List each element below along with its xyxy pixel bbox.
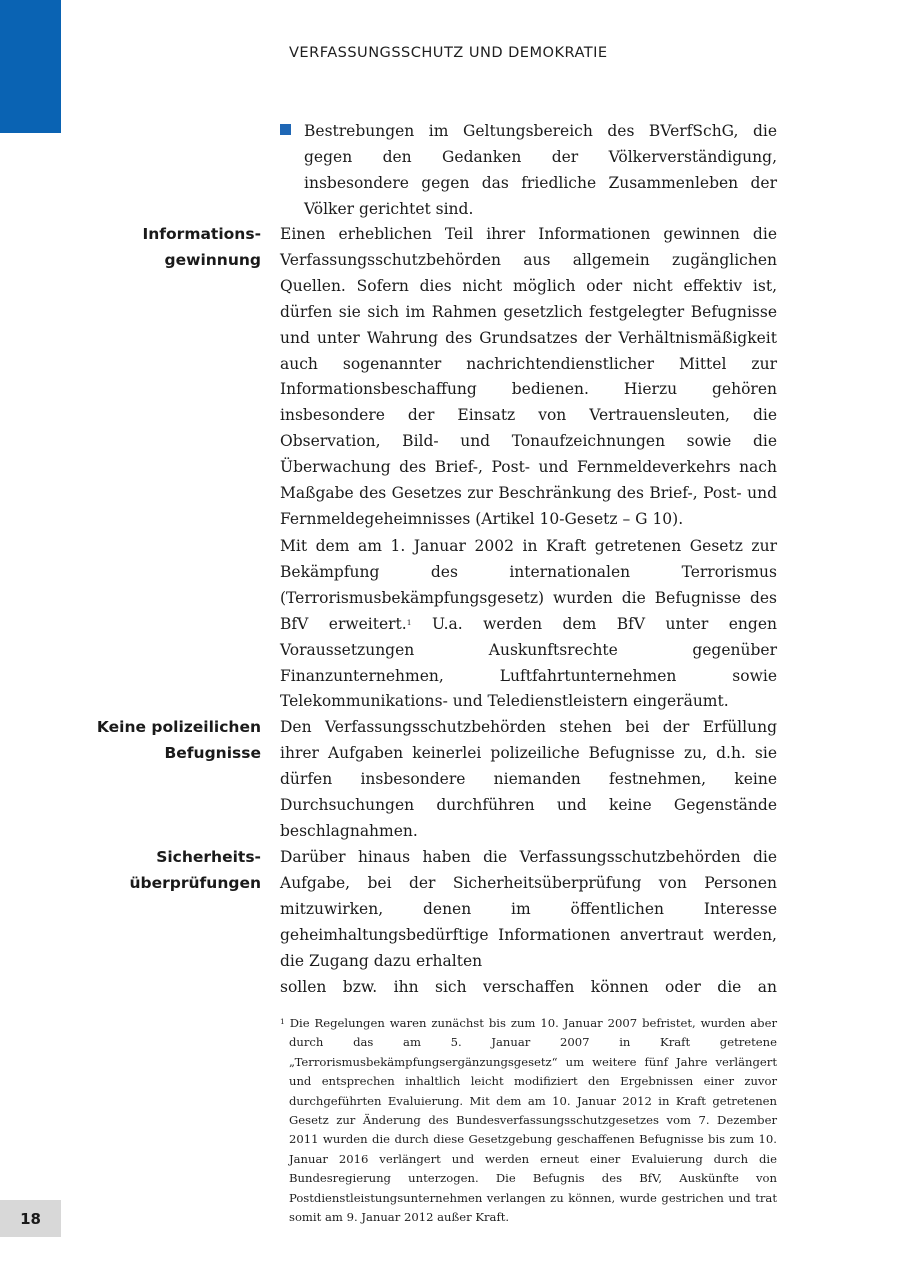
footnote-text: Die Regelungen waren zunächst bis zum 10. Januar 2007 befristet, wurden aber durch das am 5. Januar 2007 in Kraft getretene „Terrorismusbekämpfungsergänzungsgesetz“ um weitere fünf Jahre verlängert und entsprechen inhaltlich leicht modifiziert den Ergebnissen einer zuvor durchgeführten Evaluierung. Mit dem am 10. Januar 2012 in Kraft getretenen Gesetz zur Änderung des Bundesverfassungsschutzgesetzes vom 7. Dezember 2011 wurden die durch diese Gesetzgebung geschaffenen Befugnisse bis zum 10. Januar 2016 verlängert und werden erneut einer Evaluierung durch die Bundesregierung unterzogen. Die Befugnis des BfV, Auskünfte von Postdienstleistungsunternehmen verlangen zu können, wurde gestrichen und trat somit am 9. Januar 2012 außer Kraft. (289, 1016, 778, 1225)
margin-label-sicherheitsueberpruefungen (129, 845, 261, 897)
paragraph-text: Mit dem am 1. Januar 2002 in Kraft getretenen Gesetz zur Bekämpfung des internationalen Terrorismus (Terrorismusbekämpfungsgesetz) wurden die Befugnisse des BfV erweitert. (280, 537, 777, 633)
margin-label-line: gewinnung (164, 250, 261, 269)
footnote (280, 1014, 777, 1227)
paragraph-text: Darüber hinaus haben die Verfassungsschutzbehörden die Aufgabe, bei der Sicherheitsüberprüfung von Personen mitzuwirken, denen im öffentlichen Interesse geheimhaltungsbedürftige Informationen anvertraut werden, die Zugang dazu erhalten (280, 848, 777, 970)
footnote-marker: 1 (280, 1017, 285, 1026)
footnote-reference[interactable]: 1 (406, 617, 412, 627)
margin-label-line: Befugnisse (164, 743, 261, 762)
margin-label-line: Sicherheits- (156, 848, 261, 866)
margin-label-line: überprüfungen (129, 873, 261, 892)
bullet-item-text: Bestrebungen im Geltungsbereich des BVerfSchG, die gegen den Gedanken der Völkerverständigung, insbesondere gegen das friedliche Zusammenleben der Völker gerichtet sind. (304, 122, 777, 218)
margin-label-line: Keine polizeilichen (96, 718, 261, 736)
page-number-text: 18 (20, 1209, 41, 1228)
margin-label-informationsgewinnung (142, 222, 261, 274)
margin-label-keine-polizeilichen-befugnisse (97, 715, 261, 767)
paragraph-last-line: sollen bzw. ihn sich verschaffen können oder die an (280, 977, 777, 996)
paragraph-keine-polizeilichen-befugnisse: Den Verfassungsschutzbehörden stehen bei der Erfüllung ihrer Aufgaben keinerlei polizeiliche Befugnisse zu, d.h. sie dürfen insbesondere niemanden festnehmen, keine Durchsuchungen durchführen und keine Gegenstände beschlagnahmen. (280, 718, 777, 840)
paragraph-informationsgewinnung: Einen erheblichen Teil ihrer Informationen gewinnen die Verfassungsschutzbehörden aus allgemein zugänglichen Quellen. Sofern dies nicht möglich oder nicht effektiv ist, dürfen sie sich im Rahmen gesetzlich festgelegter Befugnisse und unter Wahrung des Grundsatzes der Verhältnismäßigkeit auch sogenannter nachrichtendienstlicher Mittel zur Informationsbeschaffung bedienen. Hierzu gehören insbesondere der Einsatz von Vertrauensleuten, die Observation, Bild- und Tonaufzeichnungen sowie die Überwachung des Brief-, Post- und Fernmeldeverkehrs nach Maßgabe des Gesetzes zur Beschränkung des Brief-, Post- und Fernmeldegeheimnisses (Artikel 10-Gesetz – G 10). (280, 225, 777, 528)
square-bullet-icon (280, 124, 291, 135)
paragraph-sicherheitsueberpruefungen (280, 845, 777, 1000)
running-head: VERFASSUNGSSCHUTZ UND DEMOKRATIE (289, 44, 608, 61)
paragraph-terrorismus (280, 534, 777, 715)
page-number (0, 1200, 61, 1237)
corner-accent-bar (0, 0, 61, 133)
margin-label-line: Informations- (142, 225, 261, 243)
paragraph-text: U.a. werden dem BfV unter engen Voraussetzungen Auskunftsrechte gegenüber Finanzunternehmen, Luftfahrtunternehmen sowie Telekommunikations- und Teledienstleistern eingeräumt. (280, 614, 777, 711)
